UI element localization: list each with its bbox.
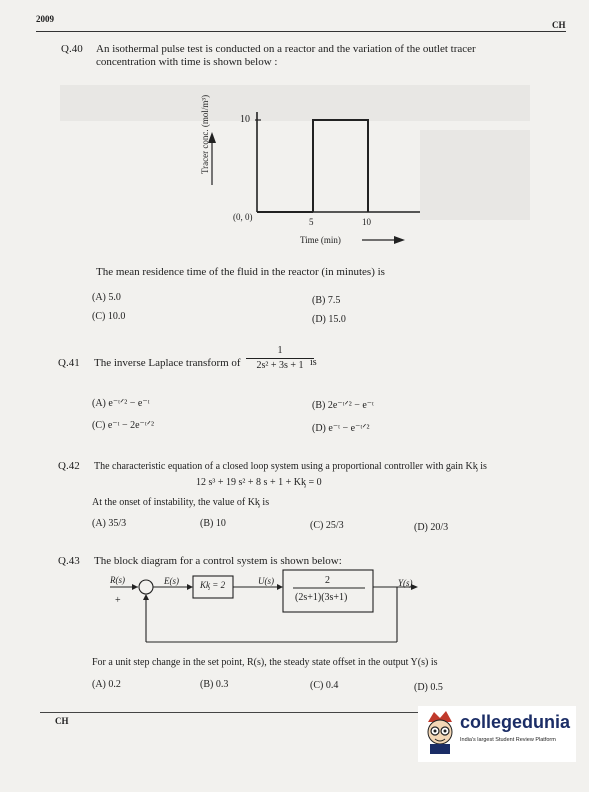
q42-option-b: (B) 10 [200,518,226,529]
q40-number: Q.40 [61,43,83,55]
q40-pulse-graph [200,100,430,250]
q40-origin-label: (0, 0) [233,212,253,222]
q43-e-label: E(s) [164,576,179,586]
q41-option-b: (B) 2e⁻ᵗᐟ² − e⁻ᵗ [312,400,374,411]
q43-option-c: (C) 0.4 [310,680,339,691]
q43-number: Q.43 [58,555,80,567]
q41-number: Q.41 [58,357,80,369]
q43-controller-block: Kᶄ = 2 [200,580,226,590]
q40-option-b: (B) 7.5 [312,295,341,306]
q42-option-d: (D) 20/3 [414,522,449,533]
q43-option-b: (B) 0.3 [200,679,229,690]
q41-text: The inverse Laplace transform of [94,357,241,369]
q42-number: Q.42 [58,460,80,472]
q42-option-c: (C) 25/3 [310,520,344,531]
q42-option-a: (A) 35/3 [92,518,127,529]
q41-option-c: (C) e⁻ᵗ − 2e⁻ᵗᐟ² [92,420,154,431]
watermark-brand: collegedunia [460,712,571,732]
q43-plus-sign: + [115,595,121,606]
mascot-icon [420,708,460,756]
q40-option-c: (C) 10.0 [92,311,126,322]
q41-fraction-bar [246,358,314,359]
q41-option-d: (D) e⁻ᵗ − e⁻ᵗᐟ² [312,423,370,434]
header-paper-code: CH [552,20,566,30]
q43-plant-denominator: (2s+1)(3s+1) [295,592,348,603]
header-year: 2009 [36,14,54,24]
q40-x-axis-label: Time (min) [300,235,341,245]
q43-option-a: (A) 0.2 [92,679,121,690]
q41-suffix: is [310,357,317,368]
q40-question: The mean residence time of the fluid in the reactor (in minutes) is [96,266,385,278]
footer-paper-code: CH [55,716,69,726]
q41-numerator: 1 [277,345,283,356]
q42-equation: 12 s³ + 19 s² + 8 s + 1 + Kᶄ = 0 [196,477,322,488]
bleed-through [420,130,530,220]
q41-fraction [246,345,314,372]
q42-text: The characteristic equation of a closed loop system using a proportional controller with gain Kᶄ is [94,461,487,472]
q40-option-a: (A) 5.0 [92,292,121,303]
q42-question: At the onset of instability, the value of Kᶄ is [92,497,270,508]
header-rule [36,31,566,32]
q43-r-label: R(s) [110,575,125,585]
q40-x-tick-5: 5 [309,217,314,227]
footer-rule [40,712,430,713]
q41-denominator: 2s² + 3s + 1 [256,360,304,371]
q40-text-line1: An isothermal pulse test is conducted on a reactor and the variation of the outlet tracer [96,43,476,55]
q43-question: For a unit step change in the set point, R(s), the steady state offset in the output Y(s) is [92,657,438,668]
q40-text-line2: concentration with time is shown below : [96,56,278,68]
q43-y-label: Y(s) [398,578,413,588]
q41-option-a: (A) e⁻ᵗᐟ² − e⁻ᵗ [92,398,150,409]
q43-u-label: U(s) [258,576,274,586]
q40-y-axis-label: Tracer conc. (mol/m³) [200,94,210,174]
q40-y-tick-10: 10 [240,114,250,125]
q43-option-d: (D) 0.5 [414,682,443,693]
q43-plant-numerator: 2 [325,575,330,586]
q40-option-d: (D) 15.0 [312,314,346,325]
q40-x-tick-10: 10 [362,217,371,227]
q43-text: The block diagram for a control system is shown below: [94,555,342,567]
watermark-tagline: India's largest Student Review Platform [460,737,556,743]
